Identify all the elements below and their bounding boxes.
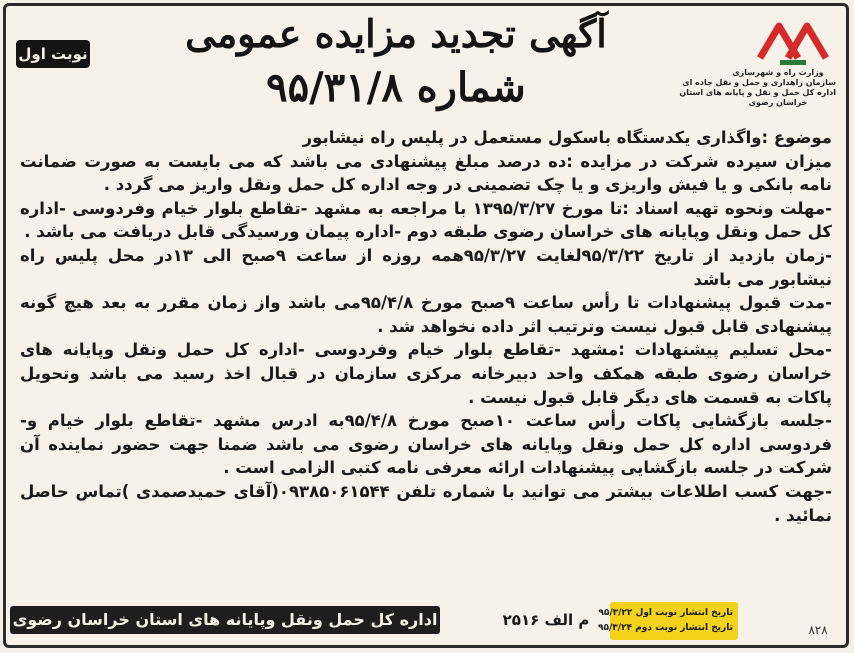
paragraph-deposit: میزان سپرده شرکت در مزایده :ده درصد مبلغ پیشنهادی می باشد که می بایست به صورت ضمانت نامه بانکی و یا فیش واریزی و یا چک تضمینی در وجه اداره کل حمل ونقل واریز می گردد .	[20, 151, 832, 195]
notice-body	[20, 126, 832, 596]
notice-number: شماره ۹۵/۳۱/۸	[266, 64, 526, 111]
paragraph-subject: موضوع :واگذاری یکدستگاه باسکول مستعمل در پلیس راه نیشابور	[302, 128, 832, 147]
ministry-line: سازمان راهداری و حمل و نقل جاده ای	[682, 78, 836, 87]
round-badge: نوبت اول	[16, 40, 90, 68]
paragraph-visit: -زمان بازدید از تاریخ ۹۵/۳/۲۲لغایت ۹۵/۳/۲۷همه روزه از ساعت ۹صبح الی ۱۳در محل پلیس راه نیشابور می باشد	[20, 245, 832, 289]
notice-frame	[3, 3, 849, 648]
ministry-line: وزارت راه و شهرسازی	[732, 68, 824, 77]
reference-number: م الف ۲۵۱۶	[502, 611, 590, 629]
organization-name: اداره کل حمل ونقل وپایانه های استان خراسان رضوی	[10, 606, 440, 634]
notice-footer	[6, 594, 846, 646]
ministry-text-block	[679, 68, 836, 108]
ministry-line: خراسان رضوی	[748, 98, 808, 107]
date-first-round: تاریخ انتشار نوبت اول ۹۵/۳/۲۲	[598, 608, 733, 618]
publication-dates	[598, 602, 738, 640]
page-code: ۸۲۸	[808, 623, 828, 637]
paragraph-submission: -محل تسلیم پیشنهادات :مشهد -تقاطع بلوار خیام وفردوسی -اداره کل حمل ونقل وپایانه های خراسان رضوی طبقه همکف واحد دبیرخانه مرکزی سازمان در قبال اخذ رسید می باشد وتحویل پاکات به قسمت های دیگر قابل قبول نیست .	[20, 340, 832, 407]
ministry-logo-icon	[752, 14, 834, 70]
ministry-line: اداره کل حمل و نقل و پایانه های استان	[679, 88, 836, 97]
paragraph-contact: -جهت کسب اطلاعات بیشتر می توانید با شماره تلفن ۰۹۳۸۵۰۶۱۵۴۴(آقای حمیدصمدی )تماس حاصل نمائید .	[20, 481, 833, 525]
paragraph-documents: -مهلت ونحوه تهیه اسناد :تا مورخ ۱۳۹۵/۳/۲۷ با مراجعه به مشهد -تقاطع بلوار خیام وفردوسی -اداره کل حمل ونقل وپایانه های خراسان رضوی طبقه دوم -اداره پیمان ورسیدگی قابل دریافت می باشد .	[20, 198, 832, 242]
paragraph-opening: -جلسه بازگشایی پاکات رأس ساعت ۱۰صبح مورخ ۹۵/۴/۸به ادرس مشهد -تقاطع بلوار خیام و-فردوسی اداره کل حمل ونقل وپایانه های خراسان رضوی می باشد ضمنا جهت حضور نماینده آن شرکت در جلسه بازگشایی پیشنهادات ارائه معرفی نامه کتبی الزامی است .	[20, 411, 832, 478]
date-second-round: تاریخ انتشار نوبت دوم ۹۵/۳/۲۴	[598, 623, 733, 633]
notice-header	[6, 6, 846, 124]
notice-title: آگهی تجدید مزایده عمومی	[185, 11, 607, 56]
paragraph-deadline: -مدت قبول پیشنهادات تا رأس ساعت ۹صبح مورخ ۹۵/۴/۸می باشد واز زمان مقرر به بعد هیچ گونه پیشنهادی قابل قبول نیست وترتیب اثر داده نخواهد شد .	[20, 293, 832, 336]
